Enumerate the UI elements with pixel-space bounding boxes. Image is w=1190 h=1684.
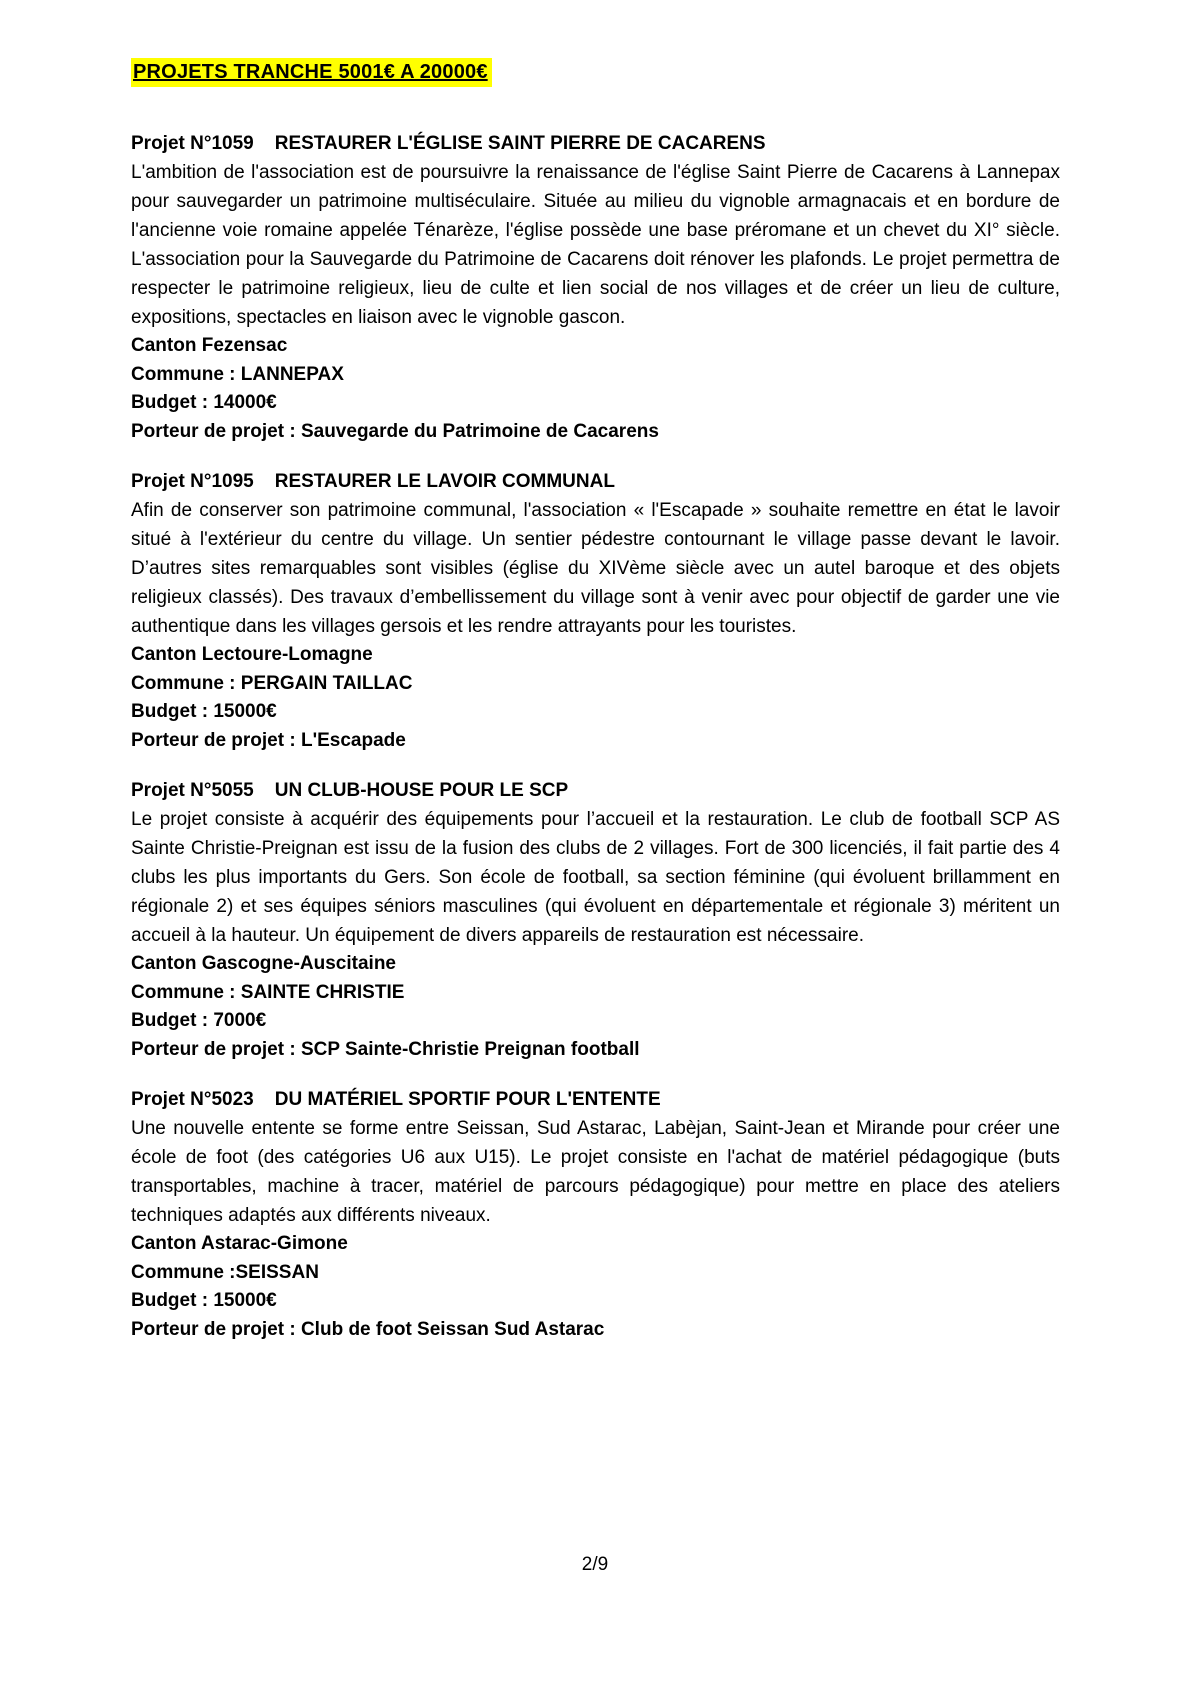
project-commune: Commune : SAINTE CHRISTIE (131, 981, 405, 1003)
project-number: Projet N°1059 (131, 133, 254, 154)
project-title: RESTAURER LE LAVOIR COMMUNAL (274, 471, 615, 492)
project-commune: Commune : PERGAIN TAILLAC (131, 672, 413, 694)
project-description: Une nouvelle entente se forme entre Seissan, Sud Astarac, Labèjan, Saint-Jean et Mirande pour créer une école de foot (des catégories U6 aux U15). Le projet consiste en l'achat de matériel pédagogique (buts transportables, machine à tracer, matériel de parcours pédagogique) pour mettre en place des ateliers techniques adaptés aux différents niveaux. (131, 1118, 1060, 1226)
project-section-1059 (131, 129, 1060, 446)
project-section-5055 (131, 776, 1060, 1064)
project-commune: Commune : LANNEPAX (131, 363, 344, 385)
page-number: 2/9 (581, 1554, 609, 1575)
project-heading (131, 467, 1060, 496)
project-title: DU MATÉRIEL SPORTIF POUR L'ENTENTE (274, 1089, 661, 1110)
project-title: UN CLUB-HOUSE POUR LE SCP (274, 780, 569, 801)
document-title-block (131, 58, 1060, 87)
project-porteur: Porteur de projet : SCP Sainte-Christie Preignan football (131, 1038, 640, 1060)
project-section-5023 (131, 1085, 1060, 1344)
project-heading (131, 129, 1060, 158)
project-commune: Commune :SEISSAN (131, 1261, 319, 1283)
project-number: Projet N°1095 (131, 471, 254, 492)
project-description: Afin de conserver son patrimoine communal, l'association « l'Escapade » souhaite remettre en état le lavoir situé à l'extérieur du centre du village. Un sentier pédestre contournant le village passe devant le lavoir. D’autres sites remarquables sont visibles (église du XIVème siècle avec un autel baroque et des objets religieux classés). Des travaux d’embellissement du village sont à venir avec pour objectif de garder une vie authentique dans les villages gersois et les rendre attrayants pour les touristes. (131, 500, 1060, 637)
project-section-1095 (131, 467, 1060, 755)
project-heading (131, 776, 1060, 805)
project-porteur: Porteur de projet : Club de foot Seissan Sud Astarac (131, 1318, 605, 1340)
project-porteur: Porteur de projet : L'Escapade (131, 729, 406, 751)
project-budget: Budget : 15000€ (131, 701, 277, 722)
project-title: RESTAURER L'ÉGLISE SAINT PIERRE DE CACARENS (274, 133, 766, 154)
project-budget: Budget : 7000€ (131, 1010, 267, 1031)
project-description: L'ambition de l'association est de poursuivre la renaissance de l'église Saint Pierre de Cacarens à Lannepax pour sauvegarder un patrimoine multiséculaire. Située au milieu du vignoble armagnacais et en bordure de l'ancienne voie romaine appelée Ténarèze, l'église possède une base préromane et un chevet du XI° siècle. L'association pour la Sauvegarde du Patrimoine de Cacarens doit rénover les plafonds. Le projet permettra de respecter le patrimoine religieux, lieu de culte et lien social de nos villages et de créer un lieu de culture, expositions, spectacles en liaison avec le vignoble gascon. (131, 162, 1060, 328)
project-number: Projet N°5055 (131, 780, 254, 801)
project-description: Le projet consiste à acquérir des équipements pour l’accueil et la restauration. Le club de football SCP AS Sainte Christie-Preignan est issu de la fusion des clubs de 2 villages. Fort de 300 licenciés, il fait partie des 4 clubs les plus importants du Gers. Son école de football, sa section féminine (qui évoluent brillamment en régionale 2) et ses équipes séniors masculines (qui évoluent en départementale et régionale 3) méritent un accueil à la hauteur. Un équipement de divers appareils de restauration est nécessaire. (131, 809, 1060, 946)
project-porteur: Porteur de projet : Sauvegarde du Patrimoine de Cacarens (131, 420, 659, 442)
project-canton: Canton Fezensac (131, 335, 288, 356)
project-canton: Canton Astarac-Gimone (131, 1233, 348, 1254)
document-title: PROJETS TRANCHE 5001€ A 20000€ (131, 58, 492, 87)
project-budget: Budget : 14000€ (131, 392, 277, 413)
project-number: Projet N°5023 (131, 1089, 254, 1110)
project-canton: Canton Lectoure-Lomagne (131, 644, 373, 665)
project-canton: Canton Gascogne-Auscitaine (131, 953, 396, 974)
project-budget: Budget : 15000€ (131, 1290, 277, 1311)
project-heading (131, 1085, 1060, 1114)
